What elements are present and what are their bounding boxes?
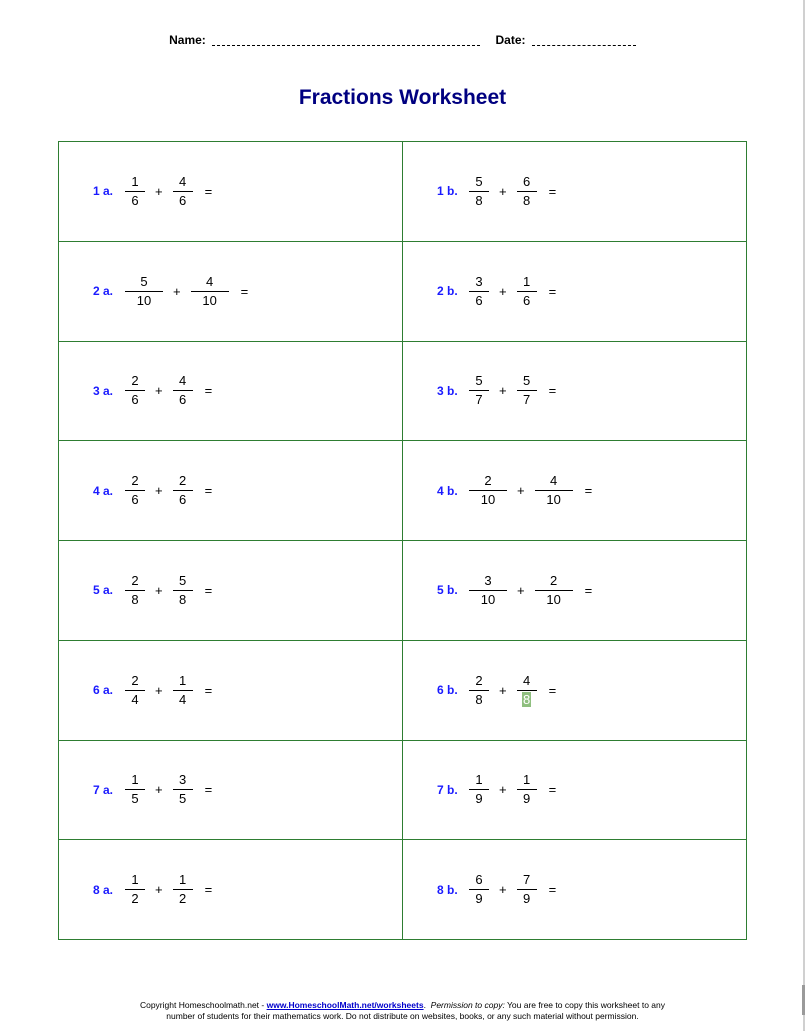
equals-sign: = <box>240 283 249 299</box>
denominator-text: 10 <box>546 492 561 508</box>
problem-label: 7 b. <box>437 782 458 797</box>
fraction-1 <box>467 275 491 308</box>
fraction-2 <box>515 773 539 806</box>
date-label: Date: <box>495 33 526 47</box>
numerator: 5 <box>475 173 483 189</box>
fraction-2 <box>533 574 575 607</box>
highlighted-digit: 8 <box>522 691 531 707</box>
plus-operator: + <box>155 483 163 499</box>
fraction-2 <box>515 374 539 407</box>
problem-cell <box>59 640 403 740</box>
fraction-1 <box>467 773 491 806</box>
numerator: 1 <box>131 772 139 788</box>
denominator-text: 4 <box>178 691 187 707</box>
numerator: 4 <box>205 273 214 289</box>
problem <box>437 574 746 607</box>
denominator: 9 <box>475 891 483 907</box>
plus-operator: + <box>155 383 163 399</box>
problem-label: 8 a. <box>93 882 114 897</box>
numerator: 6 <box>475 872 483 888</box>
denominator-text: 6 <box>522 292 531 308</box>
footer-permission-label: Permission to copy: <box>430 1000 505 1010</box>
problem-label: 8 b. <box>437 882 458 897</box>
fraction-1 <box>467 674 491 707</box>
problem-label: 4 a. <box>93 483 114 498</box>
equals-sign: = <box>584 582 593 598</box>
equals-sign: = <box>548 882 557 898</box>
fraction-1 <box>123 175 147 208</box>
numerator: 5 <box>178 572 187 588</box>
fraction-2 <box>515 175 539 208</box>
denominator <box>177 591 188 607</box>
fraction-2 <box>171 574 195 607</box>
equals-sign: = <box>204 483 213 499</box>
numerator: 1 <box>522 273 531 289</box>
denominator: 5 <box>131 791 139 807</box>
problem-cell <box>403 341 747 441</box>
numerator: 3 <box>484 572 492 588</box>
denominator <box>177 192 188 208</box>
denominator-text: 6 <box>178 492 187 508</box>
worksheet-title: Fractions Worksheet <box>298 86 507 109</box>
problem-row <box>59 441 747 541</box>
equals-sign: = <box>204 882 213 898</box>
plus-operator: + <box>155 782 163 798</box>
problem-row <box>59 740 747 840</box>
fraction-1 <box>467 175 491 208</box>
footer-link[interactable]: www.HomeschoolMath.net/worksheets <box>266 1000 424 1010</box>
problem-cell <box>403 640 747 740</box>
equals-sign: = <box>548 283 557 299</box>
problem-cell <box>403 142 747 242</box>
problem-label: 7 a. <box>93 782 114 797</box>
problem-cell <box>59 241 403 341</box>
name-date-header <box>0 33 805 47</box>
denominator-text: 7 <box>522 392 531 408</box>
denominator: 8 <box>475 691 483 707</box>
numerator: 2 <box>131 373 139 389</box>
numerator: 4 <box>549 473 558 489</box>
footer-line-1: Copyright Homeschoolmath.net - www.HomeschoolMath.net/worksheets. Permission to copy: You are free to copy this worksheet to any <box>139 1000 666 1010</box>
problem <box>437 873 746 906</box>
fraction-2 <box>171 175 195 208</box>
denominator <box>521 890 532 906</box>
numerator: 2 <box>131 572 139 588</box>
problem-cell <box>403 740 747 840</box>
fraction-1 <box>467 574 509 607</box>
problem <box>93 175 402 208</box>
denominator-text: 2 <box>178 891 187 907</box>
date-blank-line <box>532 33 636 46</box>
problem-cell <box>403 441 747 541</box>
problem <box>93 773 402 806</box>
fraction-2 <box>515 674 539 707</box>
fraction-2 <box>533 474 575 507</box>
problem-label: 5 a. <box>93 583 114 598</box>
denominator: 7 <box>475 392 483 408</box>
problem-cell <box>59 740 403 840</box>
fraction-2 <box>171 474 195 507</box>
numerator: 2 <box>484 473 492 489</box>
name-label: Name: <box>169 33 206 47</box>
fraction-1 <box>123 275 165 308</box>
numerator: 7 <box>522 872 531 888</box>
numerator: 2 <box>131 672 139 688</box>
problem-row <box>59 840 747 940</box>
numerator: 2 <box>178 473 187 489</box>
problem-row <box>59 541 747 641</box>
numerator: 2 <box>549 572 558 588</box>
fraction-1 <box>123 574 147 607</box>
plus-operator: + <box>155 682 163 698</box>
problem-cell <box>403 541 747 641</box>
denominator: 10 <box>480 591 496 607</box>
fraction-1 <box>123 873 147 906</box>
problem-row <box>59 341 747 441</box>
denominator-text: 9 <box>522 791 531 807</box>
equals-sign: = <box>548 782 557 798</box>
denominator: 8 <box>131 591 139 607</box>
problem <box>93 674 402 707</box>
fraction-1 <box>467 374 491 407</box>
problem-label: 3 b. <box>437 383 458 398</box>
numerator: 4 <box>178 173 187 189</box>
numerator: 2 <box>131 473 139 489</box>
numerator: 1 <box>475 772 483 788</box>
numerator: 1 <box>178 872 187 888</box>
fraction-2 <box>171 374 195 407</box>
denominator <box>177 890 188 906</box>
problem <box>93 374 402 407</box>
equals-sign: = <box>584 483 593 499</box>
numerator: 5 <box>522 373 531 389</box>
denominator <box>177 790 188 806</box>
equals-sign: = <box>204 383 213 399</box>
denominator <box>200 292 218 308</box>
numerator: 1 <box>522 772 531 788</box>
problem <box>437 374 746 407</box>
denominator: 6 <box>131 492 139 508</box>
plus-operator: + <box>499 283 507 299</box>
denominator: 6 <box>475 292 483 308</box>
numerator: 5 <box>475 373 483 389</box>
denominator <box>177 691 188 707</box>
problem <box>93 275 402 308</box>
plus-operator: + <box>499 782 507 798</box>
denominator <box>544 491 562 507</box>
footer-line1-rest: You are free to copy this worksheet to any <box>504 1000 666 1010</box>
fraction-2 <box>171 873 195 906</box>
denominator: 6 <box>131 192 139 208</box>
plus-operator: + <box>173 283 181 299</box>
equals-sign: = <box>204 782 213 798</box>
numerator: 4 <box>178 373 187 389</box>
numerator: 1 <box>131 872 139 888</box>
plus-operator: + <box>499 682 507 698</box>
fraction-1 <box>123 474 147 507</box>
problem-cell <box>403 241 747 341</box>
numerator: 5 <box>140 273 148 289</box>
denominator <box>521 790 532 806</box>
footer-line-2: number of students for their mathematics work. Do not distribute on websites, books, or any such material without permission. <box>166 1011 639 1021</box>
numerator: 3 <box>178 772 187 788</box>
fraction-1 <box>123 374 147 407</box>
plus-operator: + <box>517 483 525 499</box>
problem-cell <box>59 541 403 641</box>
denominator: 10 <box>136 292 152 308</box>
fraction-2 <box>515 275 539 308</box>
equals-sign: = <box>548 682 557 698</box>
fraction-2 <box>189 275 231 308</box>
numerator: 4 <box>522 672 531 688</box>
denominator <box>521 292 532 308</box>
numerator: 6 <box>522 173 531 189</box>
problem <box>93 474 402 507</box>
denominator: 6 <box>131 392 139 408</box>
denominator-text: 10 <box>202 292 217 308</box>
problem-label: 6 a. <box>93 683 114 698</box>
problem <box>437 474 746 507</box>
denominator-text: 10 <box>546 591 561 607</box>
problem-cell <box>59 441 403 541</box>
problem <box>437 674 746 707</box>
fraction-2 <box>171 674 195 707</box>
problem-row <box>59 142 747 242</box>
problem-label: 1 b. <box>437 184 458 199</box>
problem <box>93 574 402 607</box>
denominator-text: 6 <box>178 392 187 408</box>
name-blank-line <box>212 33 480 46</box>
problem-cell <box>59 840 403 940</box>
fraction-2 <box>171 773 195 806</box>
denominator <box>521 192 532 208</box>
fraction-1 <box>123 674 147 707</box>
fraction-1 <box>123 773 147 806</box>
denominator: 2 <box>131 891 139 907</box>
denominator <box>520 691 533 707</box>
denominator-text: 8 <box>522 192 531 208</box>
problem-label: 2 b. <box>437 284 458 299</box>
equals-sign: = <box>548 183 557 199</box>
equals-sign: = <box>548 383 557 399</box>
numerator: 3 <box>475 273 483 289</box>
denominator <box>544 591 562 607</box>
fraction-1 <box>467 873 491 906</box>
problem-cell <box>403 840 747 940</box>
denominator-text: 6 <box>178 192 187 208</box>
plus-operator: + <box>499 383 507 399</box>
footer <box>0 1000 805 1022</box>
plus-operator: + <box>155 183 163 199</box>
problem-cell <box>59 142 403 242</box>
equals-sign: = <box>204 582 213 598</box>
fraction-2 <box>515 873 539 906</box>
denominator <box>177 491 188 507</box>
problem <box>93 873 402 906</box>
problem-cell <box>59 341 403 441</box>
problem-label: 6 b. <box>437 683 458 698</box>
plus-operator: + <box>155 882 163 898</box>
equals-sign: = <box>204 183 213 199</box>
plus-operator: + <box>499 882 507 898</box>
denominator <box>177 391 188 407</box>
problem <box>437 175 746 208</box>
problem-label: 3 a. <box>93 383 114 398</box>
footer-copyright: Copyright Homeschoolmath.net - <box>139 1000 267 1010</box>
problems-grid <box>58 141 747 940</box>
denominator-text: 8 <box>178 591 187 607</box>
problem-row <box>59 241 747 341</box>
numerator: 2 <box>475 672 483 688</box>
numerator: 1 <box>178 672 187 688</box>
plus-operator: + <box>155 582 163 598</box>
denominator <box>521 391 532 407</box>
problem-label: 1 a. <box>93 184 114 199</box>
problem <box>437 773 746 806</box>
problem-row <box>59 640 747 740</box>
problem-label: 4 b. <box>437 483 458 498</box>
denominator-text: 9 <box>522 891 531 907</box>
denominator: 4 <box>131 691 139 707</box>
plus-operator: + <box>499 183 507 199</box>
numerator: 1 <box>131 173 139 189</box>
denominator: 10 <box>480 492 496 508</box>
fraction-1 <box>467 474 509 507</box>
plus-operator: + <box>517 582 525 598</box>
problem <box>437 275 746 308</box>
denominator: 8 <box>475 192 483 208</box>
problem-label: 5 b. <box>437 583 458 598</box>
denominator: 9 <box>475 791 483 807</box>
denominator-text: 5 <box>178 791 187 807</box>
equals-sign: = <box>204 682 213 698</box>
problem-label: 2 a. <box>93 284 114 299</box>
